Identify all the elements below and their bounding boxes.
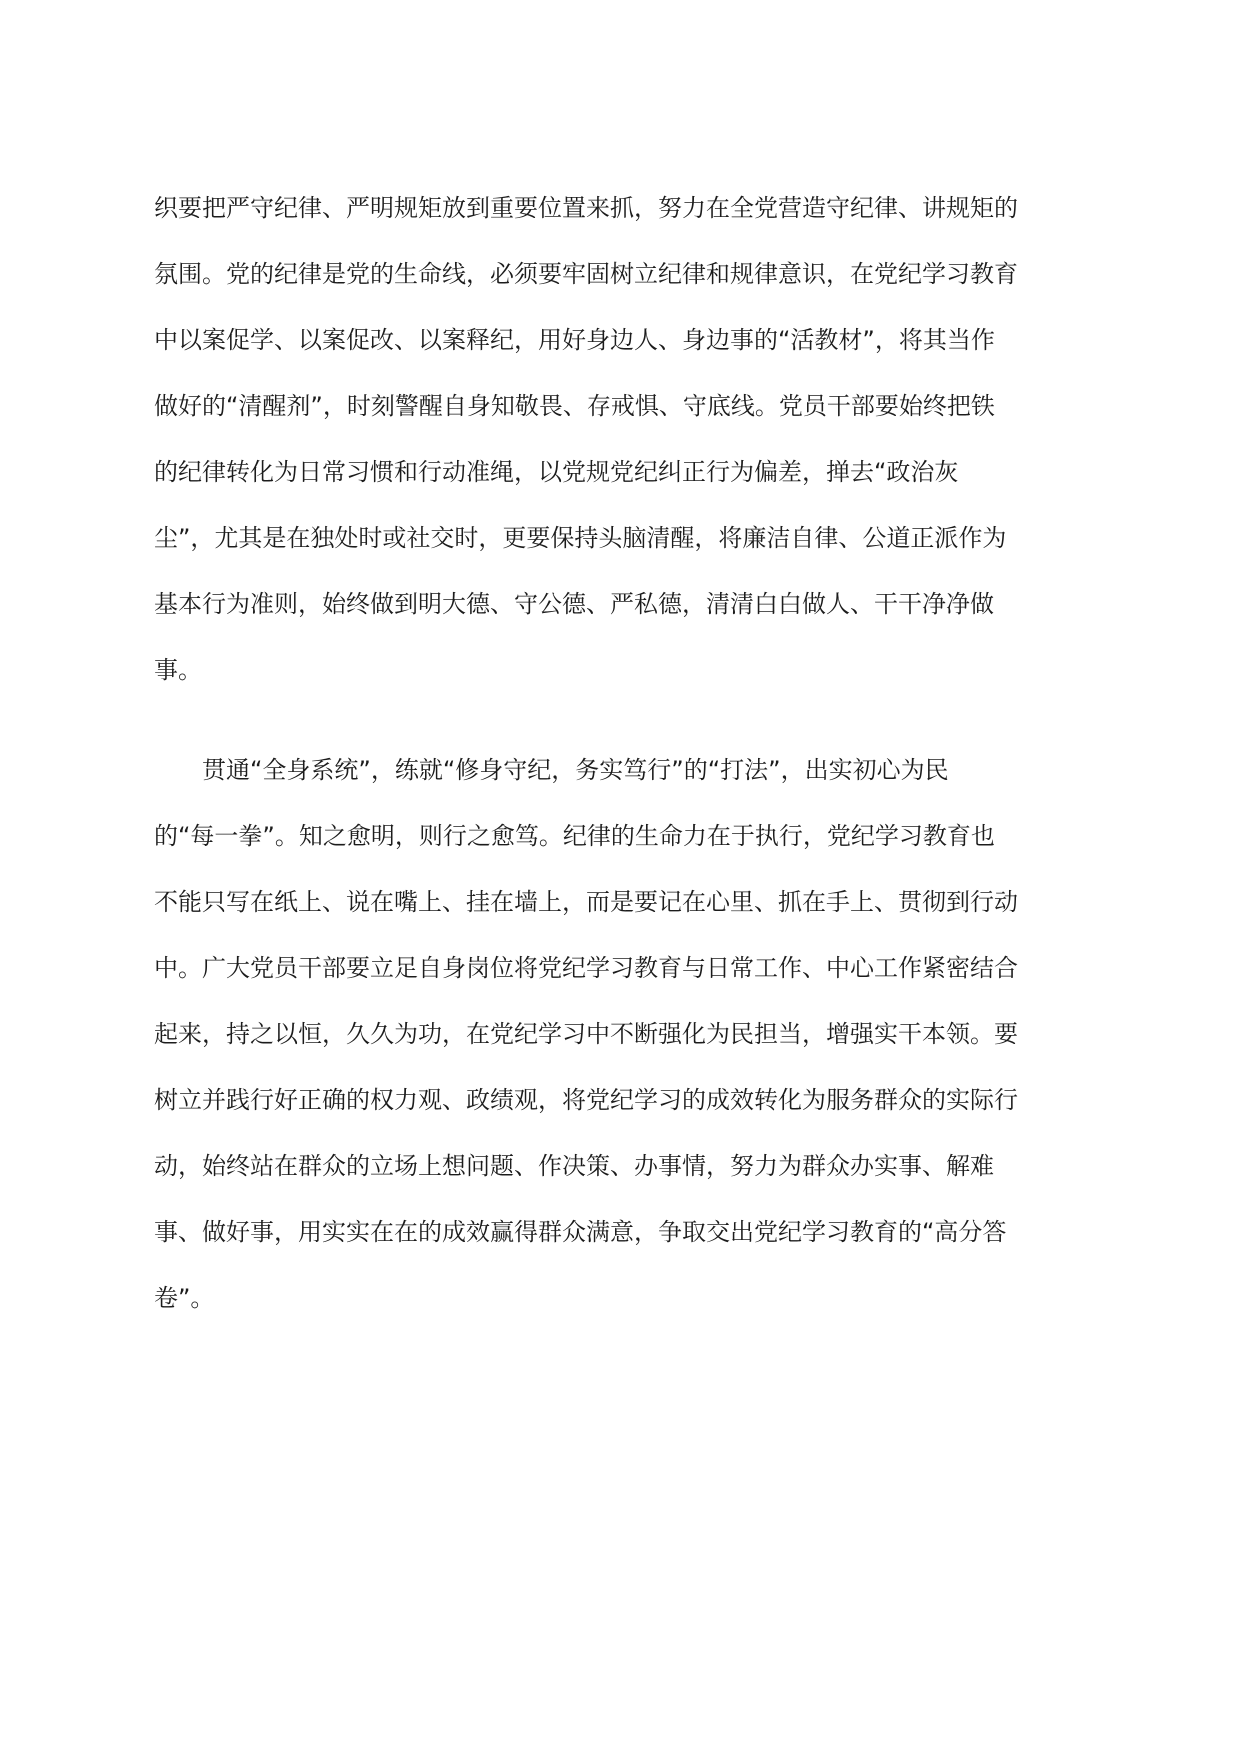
paragraph-line: 树立并践行好正确的权力观、政绩观，将党纪学习的成效转化为服务群众的实际行 <box>154 1086 1018 1114</box>
paragraph-line: 尘”，尤其是在独处时或社交时，更要保持头脑清醒，将廉洁自律、公道正派作为 <box>154 524 1007 552</box>
paragraph-line: 卷”。 <box>154 1284 215 1312</box>
paragraph-line: 事、做好事，用实实在在的成效赢得群众满意，争取交出党纪学习教育的“高分答 <box>154 1218 1007 1246</box>
paragraph-1 <box>154 175 1054 703</box>
paragraph-line: 事。 <box>154 656 202 684</box>
paragraph-line: 基本行为准则，始终做到明大德、守公德、严私德，清清白白做人、干干净净做 <box>154 590 994 618</box>
paragraph-line: 的纪律转化为日常习惯和行动准绳，以党规党纪纠正行为偏差，掸去“政治灰 <box>154 458 959 486</box>
paragraph-line: 做好的“清醒剂”，时刻警醒自身知敬畏、存戒惧、守底线。党员干部要始终把铁 <box>154 392 995 420</box>
paragraph-line: 贯通“全身系统”，练就“修身守纪，务实笃行”的“打法”，出实初心为民 <box>154 756 949 784</box>
paragraph-line: 动，始终站在群众的立场上想问题、作决策、办事情，努力为群众办实事、解难 <box>154 1152 994 1180</box>
paragraph-line: 起来，持之以恒，久久为功，在党纪学习中不断强化为民担当，增强实干本领。要 <box>154 1020 1018 1048</box>
paragraph-line: 的“每一拳”。知之愈明，则行之愈笃。纪律的生命力在于执行，党纪学习教育也 <box>154 822 995 850</box>
paragraph-line: 中以案促学、以案促改、以案释纪，用好身边人、身边事的“活教材”，将其当作 <box>154 326 995 354</box>
paragraph-line: 中。广大党员干部要立足自身岗位将党纪学习教育与日常工作、中心工作紧密结合 <box>154 954 1018 982</box>
paragraph-line: 氛围。党的纪律是党的生命线，必须要牢固树立纪律和规律意识，在党纪学习教育 <box>154 260 1018 288</box>
paragraph-2 <box>154 737 1054 1331</box>
paragraph-line: 不能只写在纸上、说在嘴上、挂在墙上，而是要记在心里、抓在手上、贯彻到行动 <box>154 888 1018 916</box>
paragraph-line: 织要把严守纪律、严明规矩放到重要位置来抓，努力在全党营造守纪律、讲规矩的 <box>154 194 1018 222</box>
